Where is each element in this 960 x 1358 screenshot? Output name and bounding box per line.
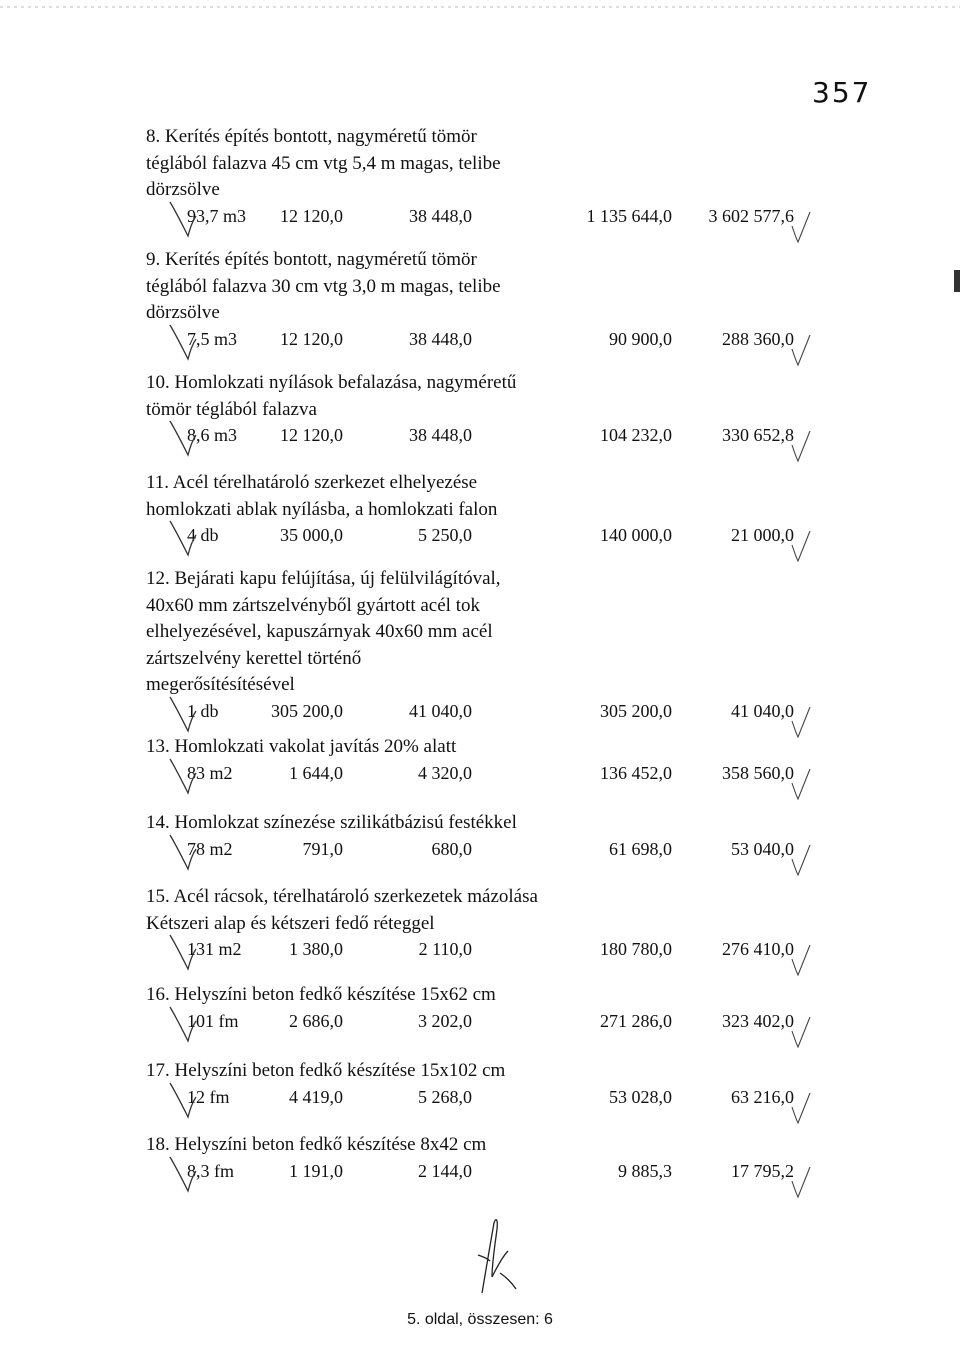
unit-labour-price: 2 144,0	[418, 1160, 472, 1181]
unit-labour-price: 41 040,0	[409, 700, 472, 721]
item-quantity: 4 db	[187, 525, 219, 545]
item-description	[146, 1132, 576, 1159]
check-mark-icon	[168, 931, 202, 971]
item-quantity: 7,5 m3	[187, 328, 238, 349]
scan-edge-mark	[954, 270, 960, 292]
item-values-row	[0, 425, 960, 451]
item-quantity: 1 db	[187, 700, 219, 721]
check-mark-icon	[168, 755, 202, 795]
item-description	[146, 734, 576, 761]
total-material: 1 135 644,0	[586, 205, 672, 226]
check-mark-icon	[168, 517, 202, 557]
tick-icon	[788, 1091, 814, 1125]
total-labour: 330 652,8	[722, 425, 794, 445]
unit-labour-price: 5 268,0	[418, 1086, 472, 1107]
total-material: 136 452,0	[600, 762, 672, 783]
item-values-row	[0, 1161, 960, 1187]
item-values-row	[0, 525, 960, 551]
item-quantity: 8,3 fm	[187, 1160, 234, 1181]
unit-labour-price: 38 448,0	[409, 328, 472, 349]
total-labour: 63 216,0	[731, 1086, 794, 1107]
total-material: 61 698,0	[609, 838, 672, 859]
total-labour: 41 040,0	[731, 700, 794, 721]
unit-material-price: 4 419,0	[289, 1086, 343, 1107]
item-quantity: 12 fm	[187, 1086, 230, 1107]
unit-material-price: 12 120,0	[280, 425, 343, 445]
item-quantity: 78 m2	[187, 838, 233, 859]
total-labour: 53 040,0	[731, 838, 794, 859]
check-mark-icon	[168, 831, 202, 871]
total-labour: 288 360,0	[722, 328, 794, 349]
check-mark-icon	[168, 1079, 202, 1119]
total-labour: 17 795,2	[731, 1160, 794, 1181]
scan-top-edge	[0, 6, 960, 8]
description-line: elhelyezésével, kapuszárnyak 40x60 mm acél	[146, 621, 493, 642]
check-mark-icon	[168, 1003, 202, 1043]
tick-icon	[788, 843, 814, 877]
unit-labour-price: 680,0	[431, 838, 472, 859]
description-line: 9. Kerítés építés bontott, nagyméretű tömör	[146, 249, 477, 270]
description-line: homlokzati ablak nyílásba, a homlokzati falon	[146, 498, 498, 520]
total-labour: 21 000,0	[731, 525, 794, 545]
description-line: 16. Helyszíni beton fedkő készítése 15x62 cm	[146, 984, 496, 1005]
unit-labour-price: 38 448,0	[409, 425, 472, 445]
tick-icon	[788, 210, 814, 244]
description-line: 13. Homlokzati vakolat javítás 20% alatt	[146, 736, 457, 757]
item-values-row	[0, 1011, 960, 1037]
item-description	[146, 810, 576, 837]
item-values-row	[0, 763, 960, 789]
description-line: megerősítésítésével	[146, 674, 295, 695]
tick-icon	[788, 705, 814, 739]
total-material: 271 286,0	[600, 1010, 672, 1031]
description-line: 15. Acél rácsok, térelhatároló szerkezetek mázolása	[146, 886, 538, 907]
item-quantity: 83 m2	[187, 762, 233, 783]
unit-material-price: 2 686,0	[289, 1010, 343, 1031]
unit-labour-price: 5 250,0	[418, 525, 472, 545]
description-line: dörzsölve	[146, 179, 220, 200]
description-line: 17. Helyszíni beton fedkő készítése 15x102 cm	[146, 1060, 506, 1081]
check-mark-icon	[168, 198, 202, 238]
unit-labour-price: 2 110,0	[418, 939, 472, 959]
description-line: 12. Bejárati kapu felújítása, új felülvilágítóval,	[146, 568, 501, 589]
total-material: 104 232,0	[600, 425, 672, 445]
unit-material-price: 12 120,0	[280, 328, 343, 349]
item-values-row	[0, 939, 960, 965]
tick-icon	[788, 1165, 814, 1199]
total-material: 90 900,0	[609, 328, 672, 349]
tick-icon	[788, 767, 814, 801]
item-values-row	[0, 329, 960, 355]
item-values-row	[0, 839, 960, 865]
check-mark-icon	[168, 417, 202, 457]
total-material: 9 885,3	[618, 1160, 672, 1181]
unit-material-price: 1 644,0	[289, 762, 343, 783]
item-description	[146, 370, 576, 423]
page-footer: 5. oldal, összesen: 6	[407, 1311, 553, 1328]
description-line: téglából falazva 30 cm vtg 3,0 m magas, telibe	[146, 275, 501, 297]
description-line: 8. Kerítés építés bontott, nagyméretű tömör	[146, 126, 477, 147]
unit-material-price: 12 120,0	[280, 205, 343, 226]
tick-icon	[788, 943, 814, 977]
description-line: 14. Homlokzat színezése szilikátbázisú festékkel	[146, 812, 517, 833]
total-labour: 358 560,0	[722, 762, 794, 783]
item-quantity: 8,6 m3	[187, 425, 238, 445]
item-values-row	[0, 1087, 960, 1113]
handwritten-signature	[470, 1215, 520, 1295]
tick-icon	[788, 1015, 814, 1049]
description-line: dörzsölve	[146, 302, 220, 323]
unit-material-price: 305 200,0	[271, 700, 343, 721]
item-quantity: 101 fm	[187, 1010, 239, 1031]
item-quantity: 131 m2	[187, 939, 242, 959]
item-description	[146, 884, 576, 937]
total-material: 180 780,0	[600, 939, 672, 959]
description-line: 40x60 mm zártszelvényből gyártott acél tok	[146, 594, 480, 616]
total-material: 140 000,0	[600, 525, 672, 545]
unit-labour-price: 4 320,0	[418, 762, 472, 783]
item-description	[146, 1058, 576, 1085]
total-labour: 323 402,0	[722, 1010, 794, 1031]
tick-icon	[788, 429, 814, 463]
page-number: 357	[812, 76, 872, 109]
check-mark-icon	[168, 1153, 202, 1193]
item-description	[146, 470, 576, 523]
item-values-row	[0, 206, 960, 232]
description-line: Kétszeri alap és kétszeri fedő réteggel	[146, 912, 435, 934]
total-material: 53 028,0	[609, 1086, 672, 1107]
unit-material-price: 1 380,0	[289, 939, 343, 959]
total-material: 305 200,0	[600, 700, 672, 721]
tick-icon	[788, 333, 814, 367]
description-line: zártszelvény kerettel történő	[146, 647, 362, 669]
unit-labour-price: 38 448,0	[409, 205, 472, 226]
description-line: téglából falazva 45 cm vtg 5,4 m magas, telibe	[146, 152, 501, 174]
item-description	[146, 247, 576, 327]
unit-labour-price: 3 202,0	[418, 1010, 472, 1031]
item-description	[146, 566, 576, 699]
check-mark-icon	[168, 693, 202, 733]
item-description	[146, 982, 576, 1009]
tick-icon	[788, 529, 814, 563]
total-labour: 3 602 577,6	[708, 205, 794, 226]
description-line: 10. Homlokzati nyílások befalazása, nagyméretű	[146, 372, 517, 393]
total-labour: 276 410,0	[722, 939, 794, 959]
item-values-row	[0, 701, 960, 727]
description-line: 18. Helyszíni beton fedkő készítése 8x42 cm	[146, 1134, 487, 1155]
unit-material-price: 35 000,0	[280, 525, 343, 545]
description-line: 11. Acél térelhatároló szerkezet elhelyezése	[146, 472, 478, 493]
check-mark-icon	[168, 321, 202, 361]
description-line: tömör téglából falazva	[146, 398, 317, 420]
unit-material-price: 791,0	[302, 838, 343, 859]
item-quantity: 93,7 m3	[187, 205, 247, 226]
unit-material-price: 1 191,0	[289, 1160, 343, 1181]
item-description	[146, 124, 576, 204]
